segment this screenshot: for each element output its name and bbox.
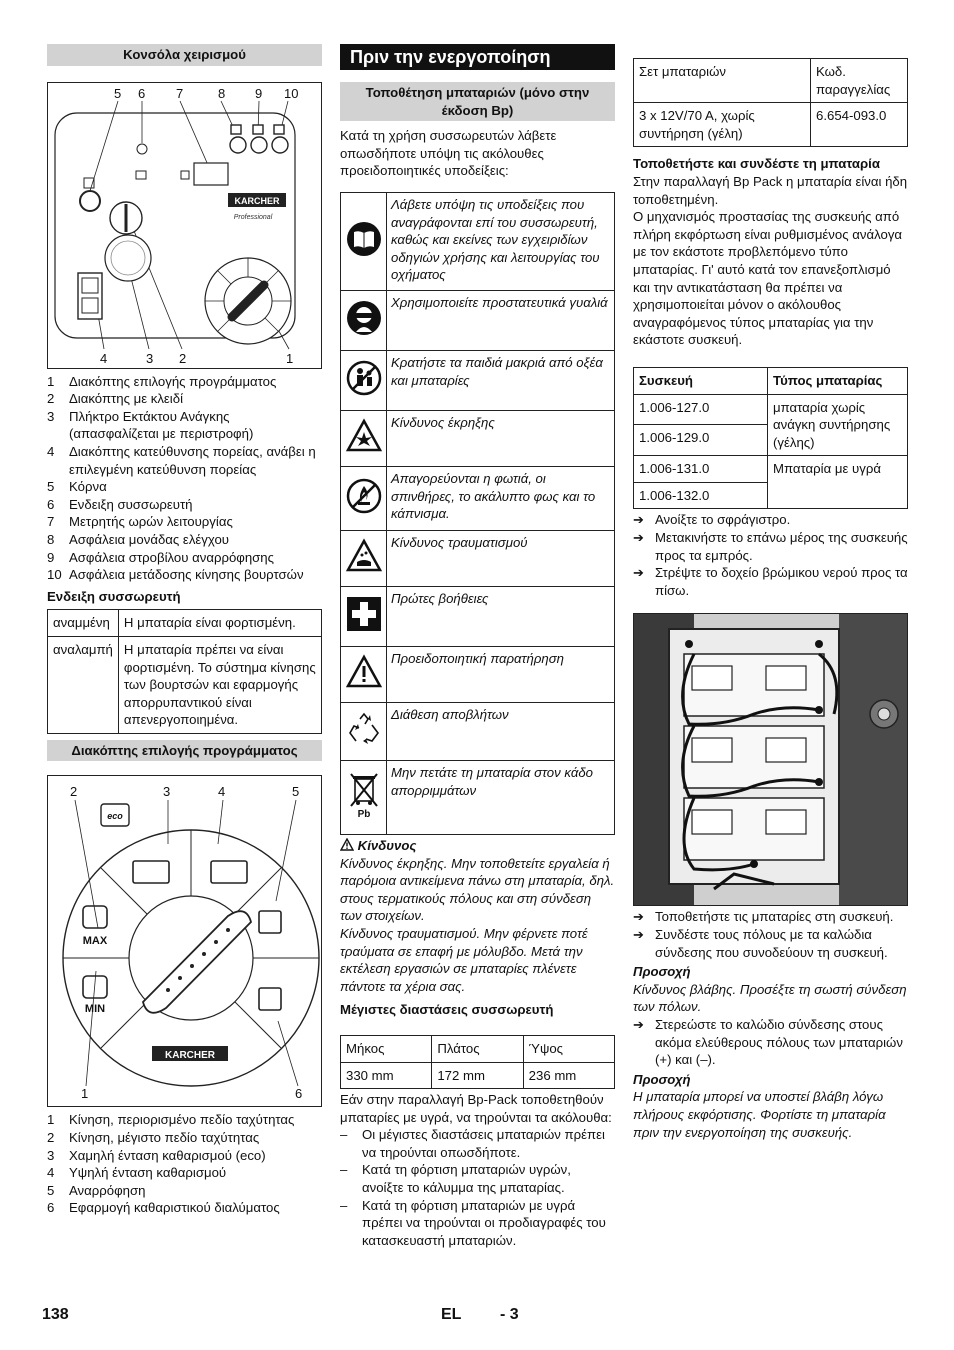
table-row: Πρώτες βοήθειες xyxy=(341,586,615,646)
console-figure xyxy=(47,82,322,369)
section-title: Πριν την ενεργοποίηση xyxy=(340,44,615,70)
table-row: Σετ μπαταριών Κωδ. παραγγελίας xyxy=(634,59,908,103)
caution-text-2: Η μπαταρία μπορεί να υποστεί βλάβη λόγω πλήρους εκφόρτισης. Φορτίστε τη μπαταρία πριν την ενεργοποίηση της συσκευής. xyxy=(633,1089,886,1140)
table-row: Προειδοποιητική παρατήρηση xyxy=(341,646,615,702)
caution-heading-2: Προσοχή xyxy=(633,1071,691,1087)
list-item: 6 Εφαρμογή καθαριστικού διαλύματος xyxy=(47,1200,280,1216)
list-item: 10 Ασφάλεια μετάδοσης κίνησης βουρτσών xyxy=(47,567,304,583)
bin-label: Pb xyxy=(357,809,370,820)
list-item: ➔ Στρέψτε το δοχείο βρώμικου νερού προς τα πίσω. xyxy=(633,565,908,598)
console-callout-9: 9 xyxy=(255,85,263,101)
list-item: 7 Μετρητής ωρών λειτουργίας xyxy=(47,514,233,530)
console-callout-2: 2 xyxy=(179,350,187,366)
list-item: 1 Κίνηση, περιορισμένο πεδίο ταχύτητας xyxy=(47,1112,295,1128)
console-callout-3: 3 xyxy=(146,350,154,366)
table-row: αναλαμπή Η μπαταρία πρέπει να είναι φορτισμένη. Το σύστημα κίνησης των βουρτσών και εφαρμογής απορρυπαντικού είναι απενεργοποιημένα. xyxy=(48,636,322,733)
console-callout-1: 1 xyxy=(286,350,294,366)
recycle-icon xyxy=(346,711,382,747)
column-2 xyxy=(340,44,615,1249)
list-item: ➔ Μετακινήστε το επάνω μέρος της συσκευής προς τα εμπρός. xyxy=(633,530,908,563)
table-row: Pb Μην πετάτε τη μπαταρία στον κάδο απορριμμάτων xyxy=(341,760,615,834)
no-bin-icon xyxy=(346,771,382,819)
console-drawing xyxy=(48,83,321,368)
selector-heading: Διακόπτης επιλογής προγράμματος xyxy=(47,740,322,762)
danger-warning-icon xyxy=(340,838,354,851)
table-row: Διάθεση αποβλήτων xyxy=(341,702,615,760)
selector-callout-1: 1 xyxy=(81,1086,89,1102)
table-row: Κίνδυνος τραυματισμού xyxy=(341,530,615,586)
table-row: 1.006-131.0 Μπαταρία με υγρά xyxy=(634,456,908,483)
list-item: 8 Ασφάλεια μονάδας ελέγχου xyxy=(47,531,229,547)
list-item: 5 Κόρνα xyxy=(47,479,107,495)
battery-indicator-table xyxy=(47,609,322,734)
console-callout-8: 8 xyxy=(218,85,226,101)
list-item: ➔ Στερεώστε το καλώδιο σύνδεσης στους ακόμα ελεύθερους πόλους των μπαταριών (+) και (–). xyxy=(633,1017,903,1068)
acid-icon xyxy=(346,538,382,574)
console-callout-6: 6 xyxy=(138,85,146,101)
install-heading: Τοποθετήστε και συνδέστε τη μπαταρία xyxy=(633,156,880,172)
list-item: 5 Αναρρόφηση xyxy=(47,1182,146,1198)
table-row: αναμμένη Η μπαταρία είναι φορτισμένη. xyxy=(48,610,322,637)
eco-icon: eco xyxy=(107,811,123,822)
steps-list-1 xyxy=(633,511,908,599)
battery-photo xyxy=(633,613,908,906)
table-row: 3 x 12V/70 A, χωρίς συντήρηση (γέλη) 6.654-093.0 xyxy=(634,103,908,147)
steps-list-3 xyxy=(633,1016,908,1069)
table-row: Συσκευή Τύπος μπαταρίας xyxy=(634,367,908,394)
danger-heading: Κίνδυνος xyxy=(357,837,417,853)
table-row: 1.006-129.0 xyxy=(634,425,908,456)
table-row: Χρησιμοποιείτε προστατευτικά γυαλιά xyxy=(341,290,615,350)
steps-list-2 xyxy=(633,908,908,961)
table-row: Μήκος Πλάτος Ύψος xyxy=(341,1035,615,1062)
list-item: – Κατά τη φόρτιση μπαταριών υγρών, ανοίξτε το κάλυμμα της μπαταρίας. xyxy=(340,1162,571,1196)
list-item: 4 Διακόπτης κατεύθυνσης πορείας, ανάβει η επιλεγμένη κατεύθυνση πορείας xyxy=(47,443,316,477)
console-callout-10: 10 xyxy=(284,85,299,101)
danger-text-2: Κίνδυνος τραυματισμού. Μην φέρνετε ποτέ τραύματα σε επαφή με μόλυβδο. Μετά την εκτέλεση εργασιών σε μπαταρίες πλένετε πάντοτε τα χέρια σας. xyxy=(340,925,588,994)
danger-text: Κίνδυνος έκρηξης. Μην τοποθετείτε εργαλεία ή παρόμοια αντικείμενα πάνω στη μπαταρία, δηλ. στους τερματικούς πόλους και στη σύνδεση των στοιχείων. xyxy=(340,855,615,924)
list-item: ➔ Συνδέστε τους πόλους με τα καλώδια σύνδεσης που συνοδεύουν τη συσκευή. xyxy=(633,927,888,960)
page-number: 138 xyxy=(42,1306,69,1323)
list-item: – Οι μέγιστες διαστάσεις μπαταριών πρέπει να τηρούνται οπωσδήποτε. xyxy=(340,1127,605,1160)
selector-drawing xyxy=(48,776,321,1106)
console-model: Professional xyxy=(233,213,273,221)
explosion-icon xyxy=(346,418,382,454)
intro-text: Κατά τη χρήση συσσωρευτών λάβετε οπωσδήποτε υπόψη τις ακόλουθες προειδοποιητικές υποδείξεις: xyxy=(340,128,557,179)
list-item: 2 Διακόπτης με κλειδί xyxy=(47,391,184,407)
caution-heading-1: Προσοχή xyxy=(633,964,691,980)
console-legend xyxy=(47,373,322,584)
battery-set-table xyxy=(633,58,908,147)
device-battery-table xyxy=(633,367,908,510)
selector-callout-3: 3 xyxy=(163,784,171,800)
table-row: Λάβετε υπόψη τις υποδείξεις που αναγράφονται επί του συσσωρευτή, καθώς και εκείνες των εγχειριδίων οδηγιών χρήσης και λειτουργίας του οχήματος xyxy=(341,192,615,290)
dims-heading: Μέγιστες διαστάσεις συσσωρευτή xyxy=(340,1002,554,1018)
list-item: 1 Διακόπτης επιλογής προγράμματος xyxy=(47,373,277,389)
list-item: 3 Χαμηλή ένταση καθαρισμού (eco) xyxy=(47,1147,266,1163)
console-brand: KARCHER xyxy=(234,195,280,206)
list-item: ➔ Τοποθετήστε τις μπαταρίες στη συσκευή. xyxy=(633,909,894,925)
column-3 xyxy=(633,58,908,1141)
list-item: 9 Ασφάλεια στροβίλου αναρρόφησης xyxy=(47,549,274,565)
danger-heading-row xyxy=(340,837,615,855)
language-code: EL xyxy=(441,1306,462,1323)
selector-legend xyxy=(47,1111,322,1217)
sub-page-number: - 3 xyxy=(500,1306,519,1323)
max-label: MAX xyxy=(82,935,108,948)
list-item: 3 Πλήκτρο Εκτάκτου Ανάγκης (απασφαλίζεται με περιστροφή) xyxy=(47,408,254,442)
battery-install-heading: Τοποθέτηση μπαταριών (μόνο στην έκδοση Bp) xyxy=(340,82,615,121)
first-aid-icon xyxy=(346,596,382,632)
selector-callout-4: 4 xyxy=(218,784,226,800)
no-fire-icon xyxy=(346,478,382,514)
column-1 xyxy=(47,44,322,1217)
console-heading: Κονσόλα χειρισμού xyxy=(47,44,322,66)
battery-compartment-drawing xyxy=(634,614,907,905)
symbol-table xyxy=(340,192,615,835)
table-row: 1.006-132.0 xyxy=(634,482,908,509)
selector-figure xyxy=(47,775,322,1107)
book-icon xyxy=(346,221,382,257)
table-row: 330 mm 172 mm 236 mm xyxy=(341,1062,615,1089)
list-item: 6 Ενδειξη συσσωρευτή xyxy=(47,496,193,512)
console-callout-4: 4 xyxy=(100,350,108,366)
table-row: Απαγορεύονται η φωτιά, οι σπινθήρες, το ακάλυπτο φως και το κάπνισμα. xyxy=(341,466,615,530)
selector-callout-5: 5 xyxy=(292,784,300,800)
install-text-2: Ο μηχανισμός προστασίας της συσκευής από πλήρη εκφόρτωση είναι ρυθμισμένος ανάλογα με τον εκάστοτε προβλεπόμενο τύπο μπαταρίας. Γι' αυτό κατά τον επανεξοπλισμό και την αντικατάσταση θα πρέπει να χρησιμοποιείται μόνον ο ακόλουθος αναγραφόμενος τύπος μπαταρίας για την εκάστοτε συσκευή. xyxy=(633,209,903,348)
children-icon xyxy=(346,360,382,396)
list-item: 4 Υψηλή ένταση καθαρισμού xyxy=(47,1165,227,1181)
dims-table xyxy=(340,1035,615,1089)
goggles-icon xyxy=(346,300,382,336)
selector-callout-2: 2 xyxy=(70,784,78,800)
console-callout-5: 5 xyxy=(114,85,122,101)
list-item: ➔ Ανοίξτε το σφράγιστρο. xyxy=(633,512,791,528)
selector-callout-6: 6 xyxy=(295,1086,303,1102)
warning-icon xyxy=(346,654,382,690)
selector-brand: KARCHER xyxy=(165,1050,215,1062)
caution-text-1: Κίνδυνος βλάβης. Προσέξτε τη σωστή σύνδεση των πόλων. xyxy=(633,981,907,1015)
min-label: MIN xyxy=(84,1003,106,1016)
list-item: – Κατά τη φόρτιση μπαταριών με υγρά πρέπει να τηρούνται οι προδιαγραφές του κατασκευαστή μπαταριών. xyxy=(340,1197,606,1248)
table-row: Κίνδυνος έκρηξης xyxy=(341,410,615,466)
bp-list xyxy=(340,1126,615,1249)
table-row: Κρατήστε τα παιδιά μακριά από οξέα και μπαταρίες xyxy=(341,350,615,410)
bp-text: Εάν στην παραλλαγή Bp-Pack τοποθετηθούν μπαταρίες με υγρά, να τηρούνται τα ακόλουθα: xyxy=(340,1092,612,1125)
battery-indicator-heading: Ενδειξη συσσωρευτή xyxy=(47,588,181,604)
console-callout-7: 7 xyxy=(176,85,184,101)
table-row: 1.006-127.0 μπαταρία χωρίς ανάγκη συντήρησης (γέλης) xyxy=(634,394,908,425)
install-text-1: Στην παραλλαγή Bp Pack η μπαταρία είναι ήδη τοποθετημένη. xyxy=(633,173,908,207)
list-item: 2 Κίνηση, μέγιστο πεδίο ταχύτητας xyxy=(47,1130,260,1146)
